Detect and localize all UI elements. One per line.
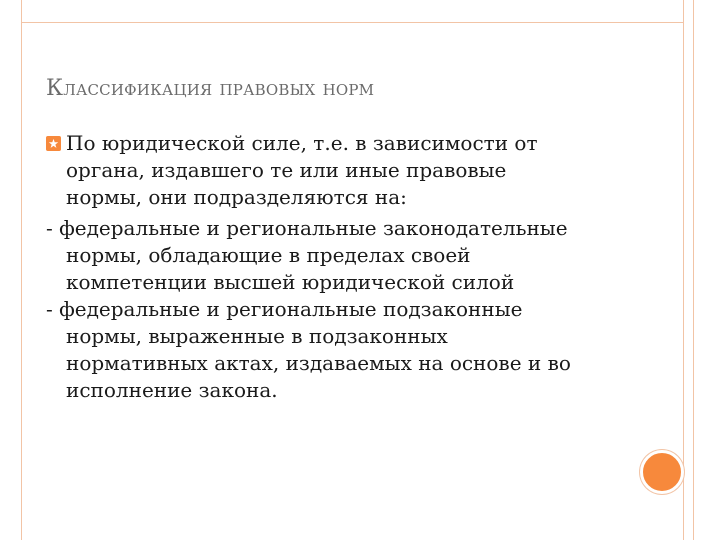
orange-circle-decoration — [640, 450, 684, 494]
slide-body — [46, 130, 646, 404]
right-border-decoration — [683, 0, 720, 540]
bullet-item — [46, 130, 646, 211]
left-border-decoration — [0, 0, 22, 540]
bullet-line: нормы, они подразделяются на: — [66, 185, 407, 209]
right-inner-border-line — [693, 0, 694, 540]
bullet-line: По юридической силе, т.е. в зависимости от — [66, 131, 538, 155]
top-border-line — [22, 22, 683, 23]
list-item-line: компетенции высшей юридической силой — [66, 270, 515, 294]
slide-title: Классификация правовых норм — [46, 76, 375, 101]
list-item — [46, 215, 646, 296]
list-item-line: нормативных актах, издаваемых на основе и во — [66, 351, 571, 375]
list-item-line: нормы, выраженные в подзаконных — [66, 324, 448, 348]
list-item — [46, 296, 646, 404]
bullet-line: органа, издавшего те или иные правовые — [66, 158, 507, 182]
list-item-line: - федеральные и региональные законодательные — [46, 216, 568, 240]
bullet-star-icon — [46, 136, 61, 151]
list-item-line: - федеральные и региональные подзаконные — [46, 297, 523, 321]
list-item-line: нормы, обладающие в пределах своей — [66, 243, 471, 267]
list-item-line: исполнение закона. — [66, 378, 278, 402]
